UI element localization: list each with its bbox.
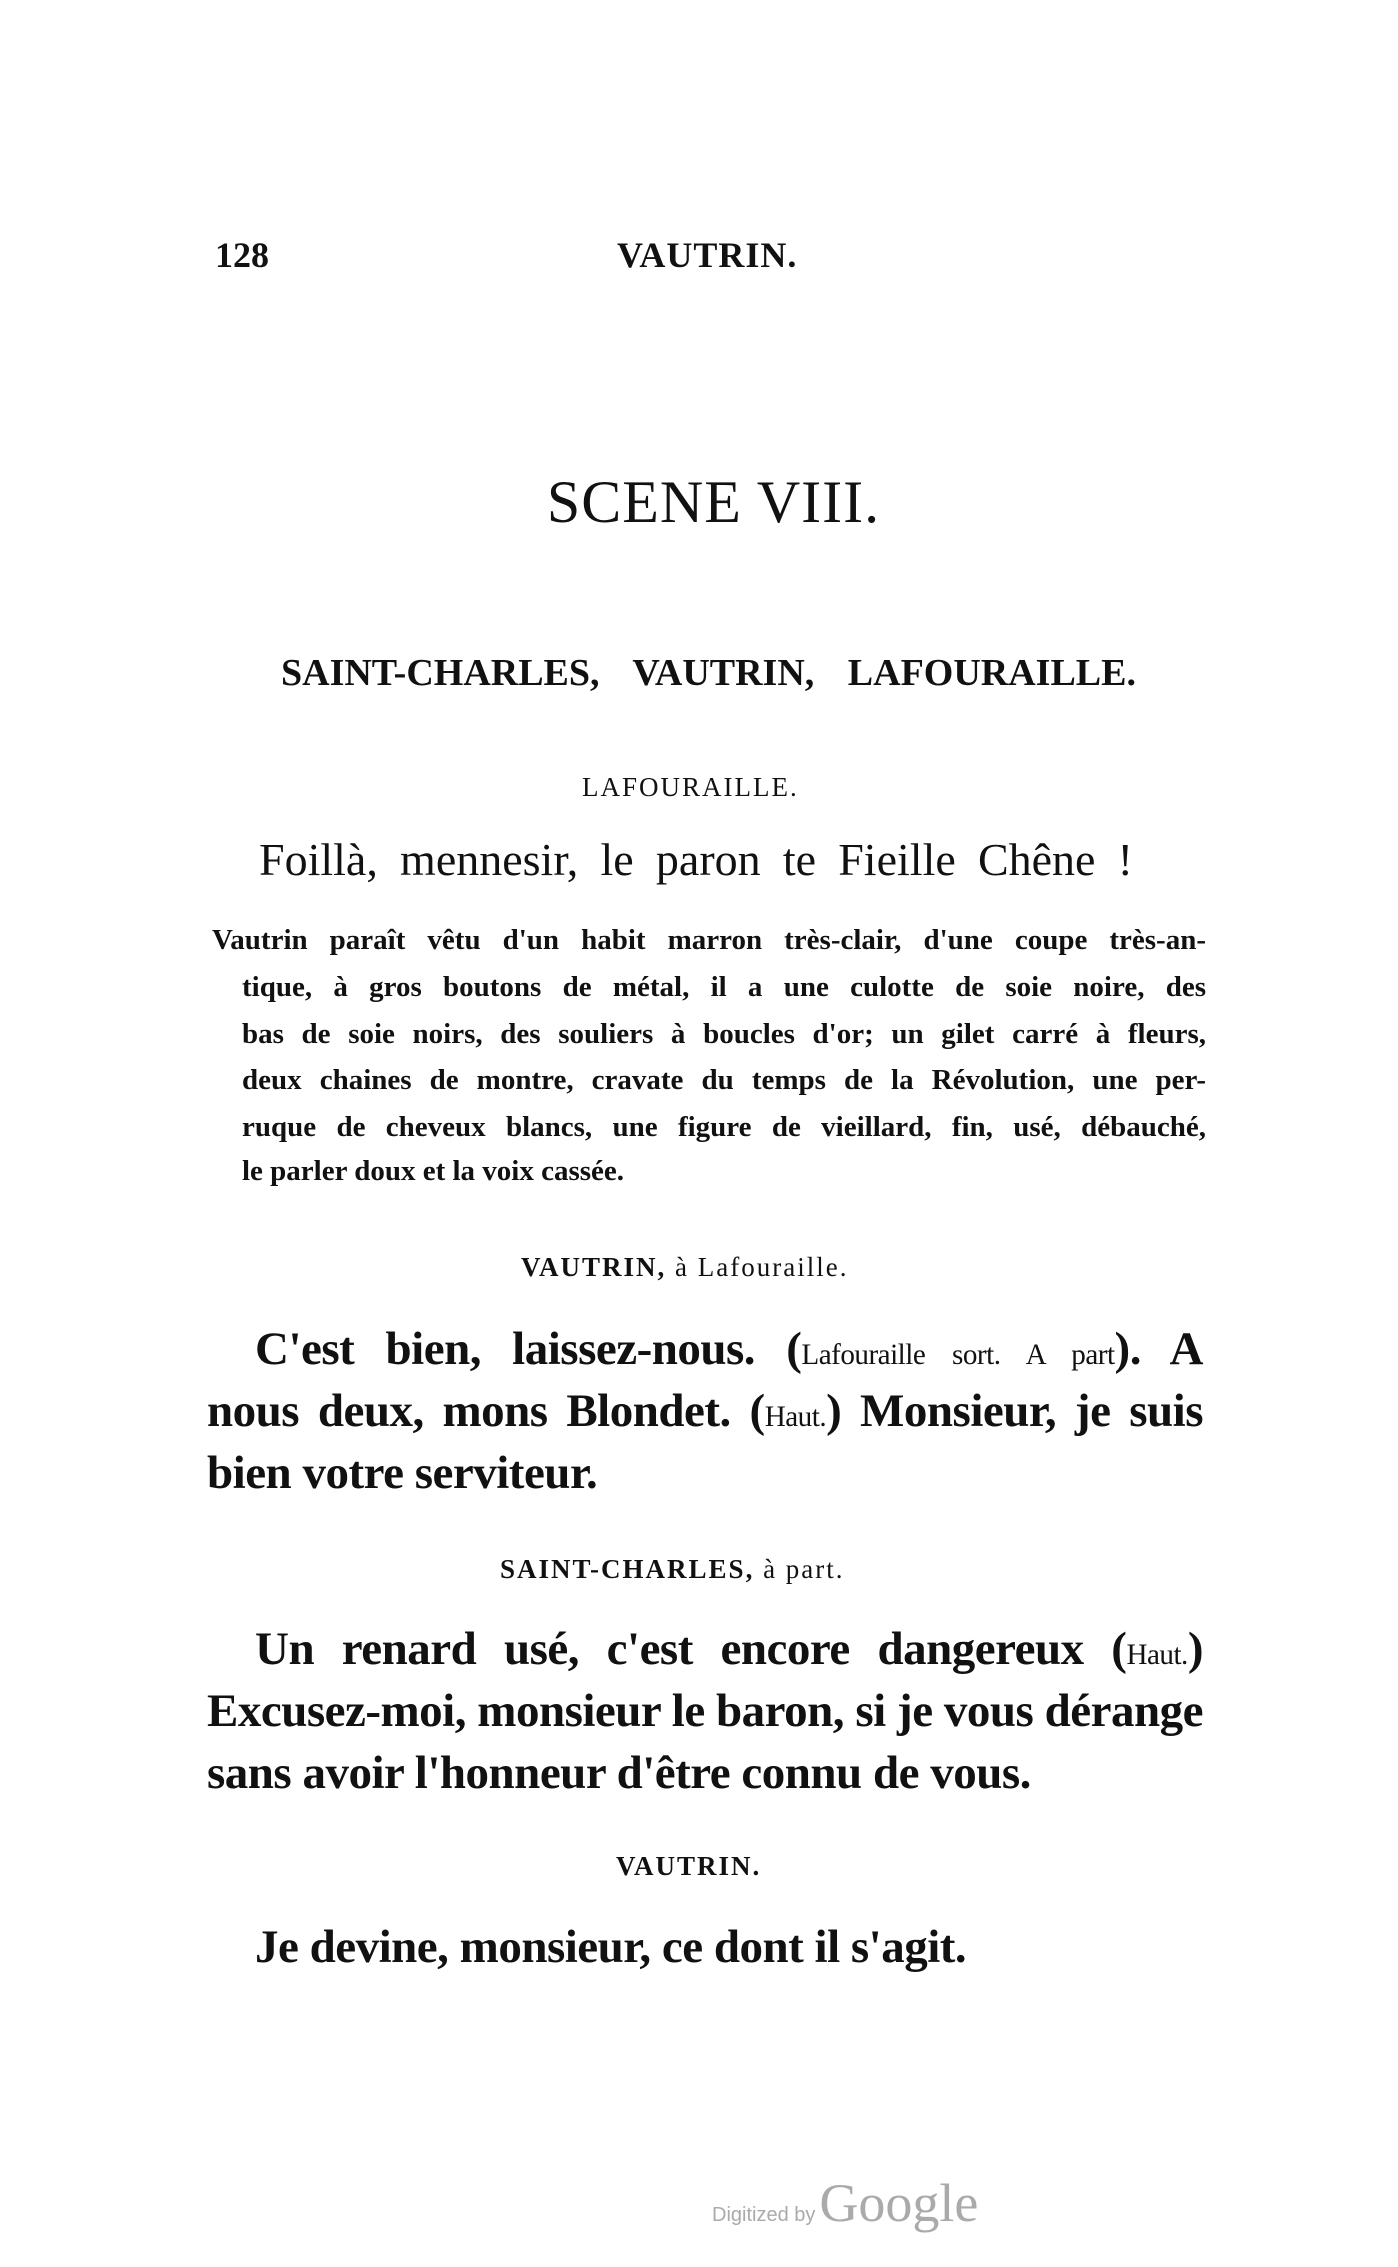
speaker-lafouraille: LAFOURAILLE. [582,772,799,802]
speech-text: ). A [1114,1323,1203,1375]
stage-direction-line: tique, à gros boutons de métal, il a une culotte de soie noire, des [242,971,1206,1003]
google-logo: Google [819,2173,979,2233]
vautrin-line-2: Je devine, monsieur, ce dont il s'agit. [255,1921,967,1973]
speaker-saint-charles [500,1556,845,1583]
saint-charles-speech-line [255,1623,1203,1675]
running-title: VAUTRIN. [617,235,798,275]
speech-text: Un renard usé, c'est encore dangereux ( [255,1623,1127,1675]
lafouraille-line: Foillà, mennesir, le paron te Fieille Chêne ! [259,834,1133,885]
digitized-by-google-watermark [712,2172,978,2234]
digitized-by-label: Digitized by [712,2204,816,2226]
vautrin-speech-line: bien votre serviteur. [207,1447,598,1499]
stage-note: Haut. [1126,1639,1188,1671]
stage-direction-line: ruque de cheveux blancs, une figure de vieillard, fin, usé, débauché, [242,1111,1206,1143]
speech-text: C'est bien, laissez-nous. ( [255,1323,802,1375]
speech-text: ) [1187,1623,1203,1675]
vautrin-speech-line [255,1323,1203,1375]
stage-note: Lafouraille sort. A part [801,1339,1115,1371]
cast-list: SAINT-CHARLES, VAUTRIN, LAFOURAILLE. [281,652,1136,694]
speaker-vautrin-2: VAUTRIN. [616,1851,762,1881]
speaker-name: VAUTRIN, [521,1252,667,1282]
speaker-note: à part. [763,1554,845,1584]
stage-direction-line: Vautrin paraît vêtu d'un habit marron très-clair, d'une coupe très-an- [212,924,1206,956]
speech-text: ) Monsieur, je suis [826,1385,1203,1437]
page-number: 128 [215,235,269,275]
vautrin-speech-line [207,1385,1203,1437]
stage-direction-line: le parler doux et la voix cassée. [242,1155,625,1187]
stage-direction-line: deux chaines de montre, cravate du temps de la Révolution, une per- [242,1064,1206,1096]
stage-direction-line: bas de soie noirs, des souliers à boucles d'or; un gilet carré à fleurs, [242,1018,1206,1050]
saint-charles-speech-line: Excusez-moi, monsieur le baron, si je vous dérange [207,1685,1203,1737]
speech-text: nous deux, mons Blondet. ( [207,1385,765,1437]
speaker-name: SAINT-CHARLES, [500,1554,755,1584]
speaker-note: à Lafouraille. [675,1252,849,1282]
speaker-vautrin [521,1254,848,1281]
stage-note: Haut. [764,1401,827,1433]
saint-charles-speech-line: sans avoir l'honneur d'être connu de vous. [207,1747,1031,1799]
scene-title: SCENE VIII. [546,469,881,535]
